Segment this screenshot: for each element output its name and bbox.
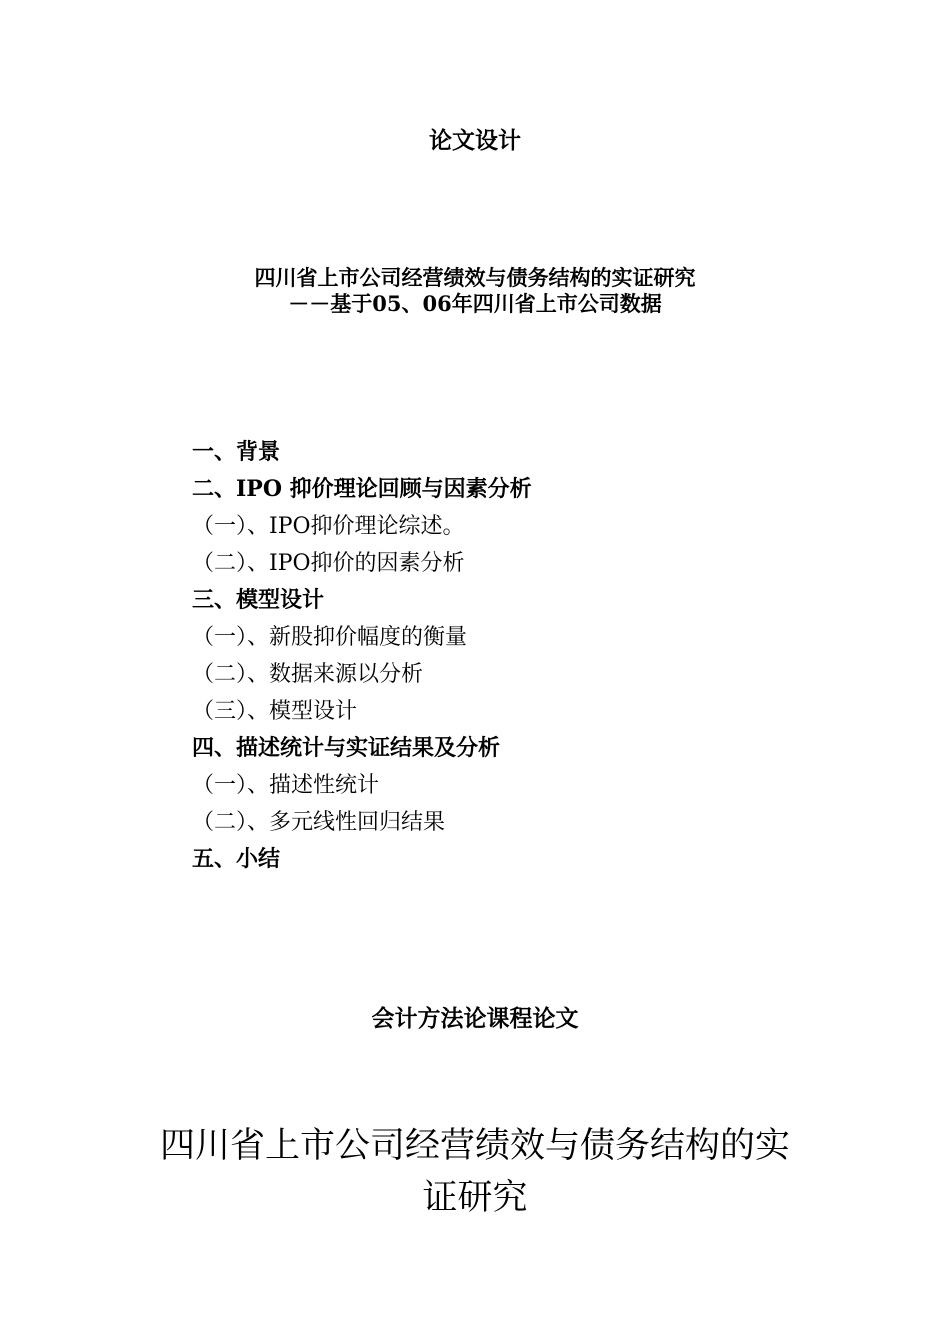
toc-item: 五、小结 [192,846,281,872]
toc-item: （二）、数据来源以分析 [192,662,424,687]
toc-item: 二、IPO 抑价理论回顾与因素分析 [192,476,532,502]
toc-item: （二）、IPO抑价的因素分析 [192,551,465,576]
document-header-title: 论文设计 [429,127,521,154]
toc-item: （一）、新股抑价幅度的衡量 [192,625,468,650]
toc-item: （三）、模型设计 [192,699,358,724]
paper-title-line-2: －－基于05、06年四川省上市公司数据 [288,291,662,316]
main-title-line-1: 四川省上市公司经营绩效与债务结构的实 [159,1126,790,1166]
table-of-contents [192,434,532,878]
toc-item: 一、背景 [192,439,281,465]
toc-item: 四、描述统计与实证结果及分析 [192,735,501,761]
toc-item: （一）、描述性统计 [192,773,380,798]
toc-item: （二）、多元线性回归结果 [192,810,446,835]
toc-item: （一）、IPO抑价理论综述。 [192,514,465,539]
toc-item: 三、模型设计 [192,587,325,613]
course-label: 会计方法论课程论文 [371,1005,579,1032]
main-title-line-2: 证研究 [422,1178,528,1218]
paper-title-line-1: 四川省上市公司经营绩效与债务结构的实证研究 [254,265,696,290]
